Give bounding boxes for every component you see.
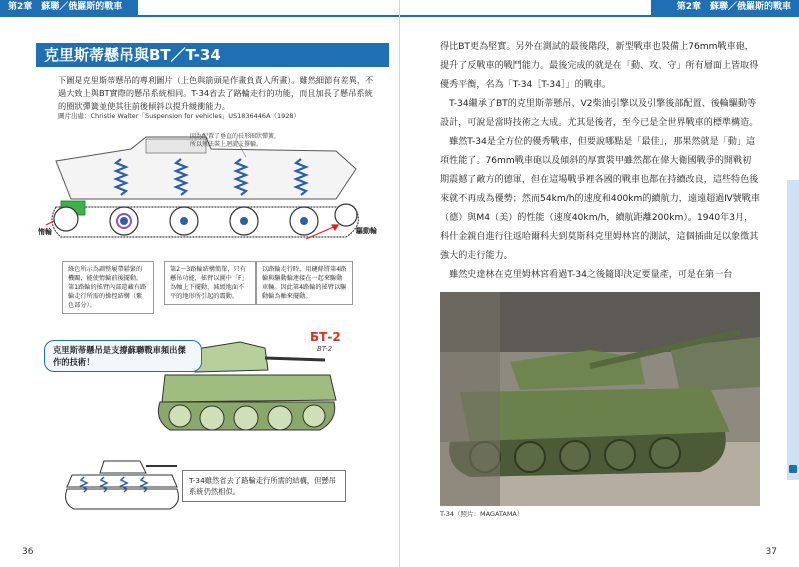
page-gutter (399, 0, 400, 567)
section-title: 克里斯蒂懸吊與BT／T-34 (36, 43, 389, 67)
bt2-title: БТ-2 (310, 330, 341, 344)
lead-paragraph: 下圖是克里斯蒂懸吊的專利圖片（上色與箭頭是作畫負責人所畫）。雖然細節有差異，不過大致上與BT實際的懸吊系統相同。T-34省去了路輪走行的功能，而且加長了懸吊系統的圈狀彈簧並使其往前後傾斜以提升緩衝能力。 (58, 75, 374, 111)
chapter-index-tab (787, 180, 799, 480)
paragraph: T-34繼承了BT的克里斯蒂懸吊、V2柴油引擎以及引擎後部配置、後輪驅動等設計，可說是當時技術之大成。尤其是後者，至今已是全世界戰車的標準構造。 (440, 99, 759, 128)
photo-caption: T-34（照片：MAGATAMA） (440, 510, 524, 518)
note-chain-drive: 以路輪走行時，用鏈條將第4路輪與驅動輪連接在一起來驅動車輛。因此第4路輪的搖臂以驅動輪為軸來擺動。 (256, 261, 353, 305)
chapter-header-right: 第2章 蘇聯／俄羅斯的戰車 (651, 0, 799, 15)
t34-tip-box: T-34雖然省去了路輪走行所需的結構，但懸吊系統仍然相似。 (182, 470, 346, 502)
t34-photo (440, 292, 760, 506)
header-rule-right (400, 15, 799, 17)
bt2-subtitle: BT-2 (317, 345, 333, 353)
page-number-left: 36 (22, 547, 34, 557)
note-adjuster: 綠色所示為調整履帶鬆緊的機關，能使惰輪前後擺動。第1路輪的搖臂內部還藏有路輪走行所需的操控結構（紫色部分）。 (62, 261, 154, 314)
paragraph: 雖然史達林在克里姆林宮看過T-34之後隨即決定要量產，可是在第一台 (449, 270, 733, 280)
spring-callout: 因為配置了垂直的長形圈狀彈簧，所以無法裝上迴旋支撐輪。 (190, 133, 281, 148)
page-number-right: 37 (765, 547, 777, 557)
figure-source: 圖片出處：Christie Walter「Suspension for vehicles」US1836446A（1928） (58, 112, 301, 120)
drive-sprocket-label: 驅動輪 (356, 227, 377, 235)
body-text (440, 38, 760, 285)
header-rule-left (0, 15, 399, 17)
t34-schematic (62, 455, 182, 515)
note-middle-wheels: 第2～3路輪結構簡單，只有懸吊功能，搖臂以圖中「F」為軸上下擺動，減緩地面不平的地形所引起的震動。 (164, 261, 256, 305)
paragraph: 得比BT更為堅實。另外在測試的最後階段，新型戰車也裝備上76mm戰車砲，提升了反戰車的戰鬥能力。最後完成的就是在「動、攻、守」所有層面上皆取得優秀平衡，名為「T-34［T-34］」的戰車。 (440, 42, 759, 90)
chapter-header-left: 第2章 蘇聯／俄羅斯的戰車 (0, 0, 138, 15)
speech-bubble: 克里斯蒂懸吊是支撐蘇聯戰車頻出傑作的技術！ (44, 340, 202, 372)
idler-wheel-label: 惰輪 (38, 228, 52, 236)
paragraph: 雖然T-34是全方位的優秀戰車，但要說哪點是「最佳」，那果然就是「動」這項性能了。76mm戰車砲以及傾斜的厚實裝甲雖然都在偉大衛國戰爭的開戰初期震撼了敵方的德軍，但在這場戰爭裡各國的戰車也都在持續改良，這些特色後來就不再成為優勢；然而54km/h的速度和400km的續航力，遠遠超過Ⅳ號戰車（德）與M4（美）的性能（速度40km/h，續航距離200km）。1940年3月，科什金親自進行往返哈爾科夫到莫斯科克里姆林宮的測試，這個插曲足以象徵其強大的走行能力。 (440, 137, 760, 261)
